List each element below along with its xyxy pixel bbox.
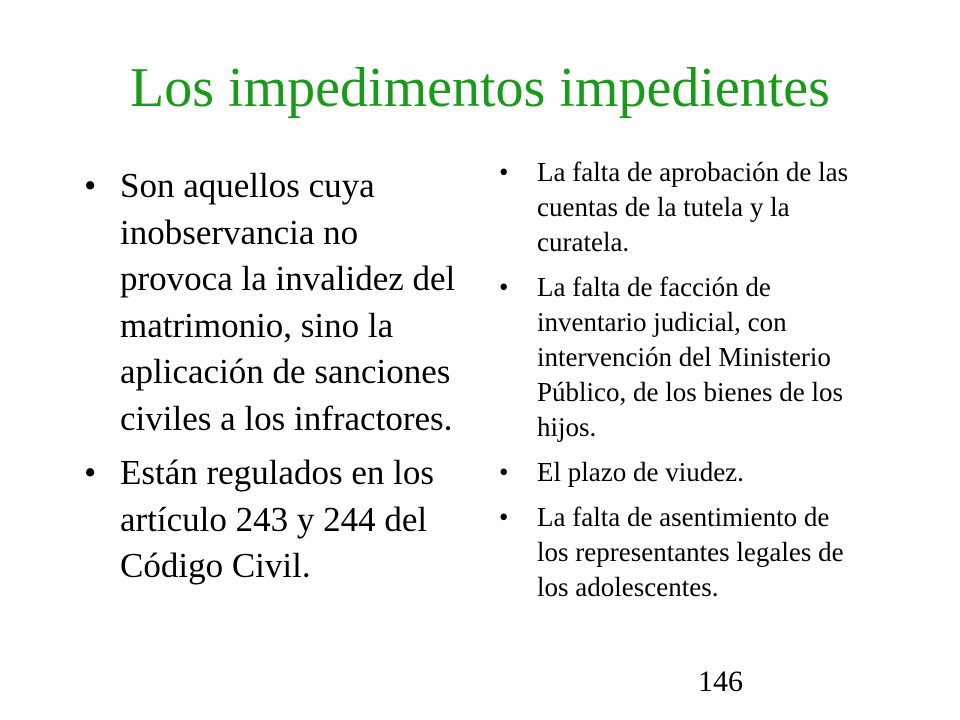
bullet-icon: •: [84, 453, 97, 492]
left-bullet-text: Están regulados en los artículo 243 y 244 del Código Civil.: [120, 453, 434, 585]
slide-title: Los impedimentos impedientes: [130, 57, 830, 119]
right-bullet-item: [497, 270, 857, 445]
bullet-icon: •: [499, 502, 509, 532]
left-bullet-list: [78, 163, 458, 598]
right-bullet-text: La falta de asentimiento de los representantes legales de los adolescentes.: [537, 502, 844, 602]
right-bullet-text: El plazo de viudez.: [537, 457, 744, 487]
right-bullet-item: [497, 455, 857, 490]
right-bullet-item: [497, 500, 857, 605]
right-bullet-item: [497, 155, 857, 260]
bullet-icon: •: [499, 457, 509, 487]
right-bullet-text: La falta de facción de inventario judicial, con intervención del Ministerio Público, de los bienes de los hijos.: [537, 272, 843, 442]
left-bullet-item: [78, 450, 458, 590]
slide-number: 146: [698, 665, 743, 698]
left-bullet-text: Son aquellos cuya inobservancia no provoca la invalidez del matrimonio, sino la aplicación de sanciones civiles a los infractores.: [120, 166, 456, 438]
right-bullet-list: [497, 155, 857, 615]
right-bullet-text: La falta de aprobación de las cuentas de la tutela y la curatela.: [537, 157, 849, 257]
bullet-icon: •: [499, 272, 509, 302]
bullet-icon: •: [84, 166, 97, 205]
left-bullet-item: [78, 163, 458, 442]
bullet-icon: •: [499, 157, 509, 187]
